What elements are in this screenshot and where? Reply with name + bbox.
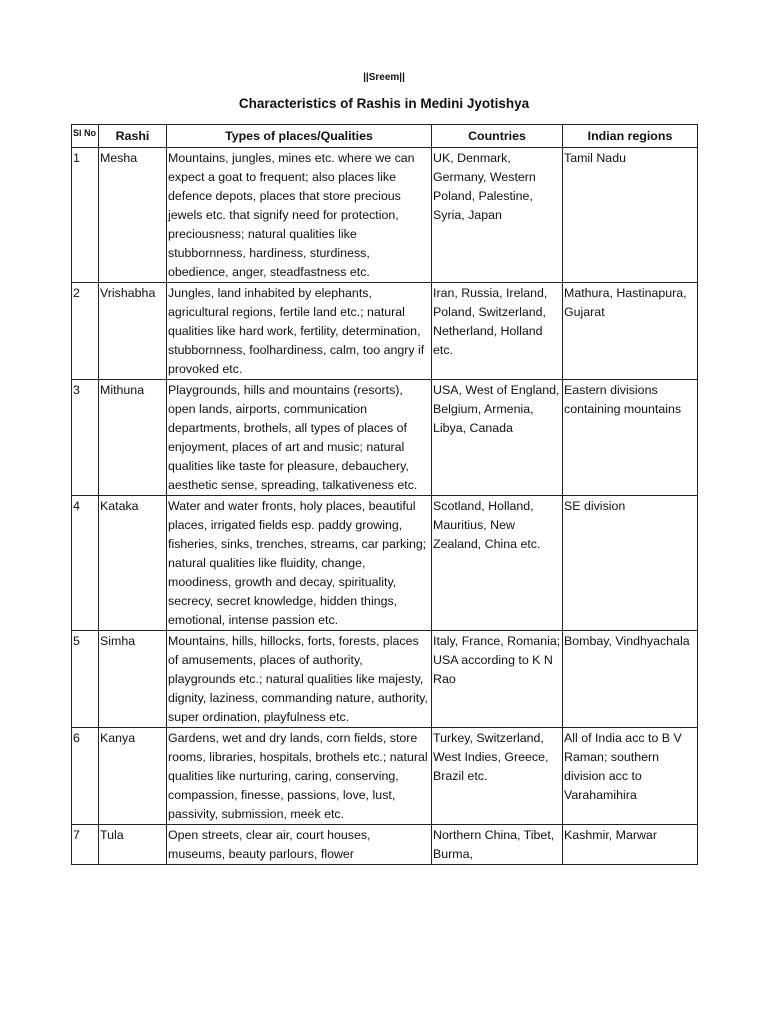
table-header-row: [72, 125, 698, 148]
table-row: [72, 728, 698, 825]
cell-sl-no: 7: [72, 825, 99, 865]
cell-places: Open streets, clear air, court houses, museums, beauty parlours, flower: [167, 825, 432, 865]
cell-sl-no: 5: [72, 631, 99, 728]
cell-rashi: Simha: [99, 631, 167, 728]
cell-sl-no: 1: [72, 148, 99, 283]
table-row: [72, 631, 698, 728]
cell-places: Mountains, jungles, mines etc. where we can expect a goat to frequent; also places like defence depots, places that store precious jewels etc. that signify need for protection, preciousness; natural qualities like stubbornness, hardiness, sturdiness, obedience, anger, steadfastness etc.: [167, 148, 432, 283]
cell-sl-no: 6: [72, 728, 99, 825]
cell-sl-no: 3: [72, 380, 99, 496]
cell-regions: Mathura, Hastinapura, Gujarat: [563, 283, 698, 380]
cell-sl-no: 4: [72, 496, 99, 631]
cell-countries: Northern China, Tibet, Burma,: [432, 825, 563, 865]
cell-regions: Tamil Nadu: [563, 148, 698, 283]
cell-places: Playgrounds, hills and mountains (resorts), open lands, airports, communication departments, brothels, all types of places of enjoyment, places of art and music; natural qualities like taste for pleasure, debauchery, aesthetic sense, spreading, talkativeness etc.: [167, 380, 432, 496]
cell-countries: Italy, France, Romania; USA according to K N Rao: [432, 631, 563, 728]
cell-rashi: Mesha: [99, 148, 167, 283]
cell-regions: Eastern divisions containing mountains: [563, 380, 698, 496]
header-sl-no: Sl No: [72, 125, 99, 148]
cell-sl-no: 2: [72, 283, 99, 380]
document-title: Characteristics of Rashis in Medini Jyotishya: [238, 96, 530, 111]
cell-places: Water and water fronts, holy places, beautiful places, irrigated fields esp. paddy growing, fisheries, sinks, trenches, streams, car parking; natural qualities like fluidity, change, moodiness, growth and decay, spirituality, secrecy, secret knowledge, hidden things, emotional, intense passion etc.: [167, 496, 432, 631]
header-places: Types of places/Qualities: [167, 125, 432, 148]
invocation-heading: ||Sreem||: [363, 72, 405, 83]
cell-countries: Scotland, Holland, Mauritius, New Zealand, China etc.: [432, 496, 563, 631]
cell-places: Mountains, hills, hillocks, forts, forests, places of amusements, places of authority, playgrounds etc.; natural qualities like majesty, dignity, laziness, commanding nature, authority, super ordination, playfulness etc.: [167, 631, 432, 728]
table-row: [72, 283, 698, 380]
table-row: [72, 825, 698, 865]
rashi-table: [71, 124, 698, 865]
cell-rashi: Vrishabha: [99, 283, 167, 380]
header-countries: Countries: [432, 125, 563, 148]
cell-places: Jungles, land inhabited by elephants, agricultural regions, fertile land etc.; natural qualities like hard work, fertility, determination, stubbornness, foolhardiness, calm, too angry if provoked etc.: [167, 283, 432, 380]
table-row: [72, 380, 698, 496]
header-regions: Indian regions: [563, 125, 698, 148]
cell-countries: UK, Denmark, Germany, Western Poland, Palestine, Syria, Japan: [432, 148, 563, 283]
header-rashi: Rashi: [99, 125, 167, 148]
table-row: [72, 148, 698, 283]
cell-regions: All of India acc to B V Raman; southern division acc to Varahamihira: [563, 728, 698, 825]
cell-countries: Turkey, Switzerland, West Indies, Greece, Brazil etc.: [432, 728, 563, 825]
cell-regions: SE division: [563, 496, 698, 631]
cell-countries: USA, West of England, Belgium, Armenia, Libya, Canada: [432, 380, 563, 496]
table-row: [72, 496, 698, 631]
cell-rashi: Kataka: [99, 496, 167, 631]
cell-rashi: Tula: [99, 825, 167, 865]
cell-places: Gardens, wet and dry lands, corn fields, store rooms, libraries, hospitals, brothels etc.; natural qualities like nurturing, caring, conserving, compassion, finesse, passions, love, lust, passivity, submission, meek etc.: [167, 728, 432, 825]
cell-regions: Kashmir, Marwar: [563, 825, 698, 865]
cell-regions: Bombay, Vindhyachala: [563, 631, 698, 728]
cell-countries: Iran, Russia, Ireland, Poland, Switzerland, Netherland, Holland etc.: [432, 283, 563, 380]
cell-rashi: Mithuna: [99, 380, 167, 496]
cell-rashi: Kanya: [99, 728, 167, 825]
